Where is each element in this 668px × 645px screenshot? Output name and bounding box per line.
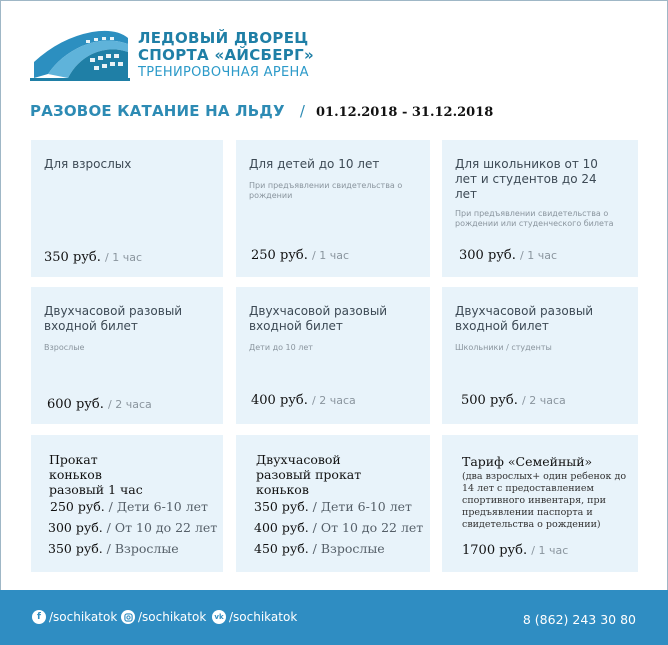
rental-sep: /	[312, 499, 317, 514]
card-note: При предъявлении свидетельства о рождении или студенческого билета	[455, 209, 614, 228]
rental-title: Двухчасовой разовый прокат коньков	[256, 452, 362, 497]
phone-number[interactable]: 8 (862) 243 30 80	[522, 612, 636, 627]
card-title: Для школьников от 10 лет и студентов до 24 лет	[455, 157, 598, 201]
rental-sep: /	[312, 541, 317, 556]
instagram-handle: /sochikatok	[138, 610, 207, 624]
price-unit: / 1 час	[105, 251, 143, 264]
rental-sep: /	[106, 541, 111, 556]
price-value: 250 руб.	[251, 248, 308, 263]
rental-row	[254, 499, 412, 514]
instagram-icon	[121, 610, 135, 624]
card-note: Дети до 10 лет	[249, 343, 313, 352]
rental-row	[48, 520, 217, 535]
rental-price: 350 руб.	[254, 499, 309, 514]
card-title: Двухчасовой разовый входной билет	[249, 304, 388, 333]
family-tariff-card	[442, 435, 638, 572]
card-price	[459, 248, 557, 263]
facebook-handle: /sochikatok	[49, 610, 118, 624]
vk-handle: /sochikatok	[229, 610, 298, 624]
page-heading	[30, 101, 493, 120]
rental-group: Дети 6-10 лет	[116, 499, 208, 514]
price-unit: / 2 часа	[312, 394, 356, 407]
arena-name-line2: СПОРТА «АЙСБЕРГ»	[138, 46, 314, 64]
page-title: РАЗОВОЕ КАТАНИЕ НА ЛЬДУ	[30, 102, 285, 120]
price-card-students	[442, 140, 638, 277]
rental-price: 400 руб.	[254, 520, 309, 535]
card-price	[251, 393, 356, 408]
heading-separator: /	[299, 102, 305, 120]
family-title: Тариф «Семейный»	[462, 454, 593, 469]
price-unit: / 2 часа	[522, 394, 566, 407]
rental-group: Дети 6-10 лет	[320, 499, 412, 514]
rental-card-single	[31, 435, 223, 572]
family-price	[462, 543, 568, 558]
rental-group: Взрослые	[114, 541, 179, 556]
rental-sep: /	[312, 520, 317, 535]
price-unit: / 1 час	[531, 544, 569, 557]
price-unit: / 2 часа	[108, 398, 152, 411]
rental-price: 450 руб.	[254, 541, 309, 556]
rental-price: 300 руб.	[48, 520, 103, 535]
vk-icon: vk	[212, 610, 226, 624]
card-note: При предъявлении свидетельства о рождении	[249, 181, 403, 200]
price-card-2h-adults	[31, 287, 223, 424]
price-card-adults	[31, 140, 223, 277]
card-title: Для детей до 10 лет	[249, 157, 380, 171]
rental-row	[50, 499, 208, 514]
footer	[0, 590, 668, 645]
card-price	[461, 393, 566, 408]
rental-group: Взрослые	[320, 541, 385, 556]
price-value: 350 руб.	[44, 250, 101, 265]
facebook-link[interactable]	[32, 610, 117, 624]
price-card-2h-students	[442, 287, 638, 424]
price-card-2h-children	[236, 287, 430, 424]
price-value: 500 руб.	[461, 393, 518, 408]
card-price	[44, 250, 142, 265]
price-unit: / 1 час	[520, 249, 558, 262]
card-price	[251, 248, 349, 263]
date-range: 01.12.2018 - 31.12.2018	[316, 105, 494, 120]
vk-link[interactable]	[212, 610, 297, 624]
facebook-icon: f	[32, 610, 46, 624]
price-value: 400 руб.	[251, 393, 308, 408]
rental-price: 250 руб.	[50, 499, 105, 514]
rental-group: От 10 до 22 лет	[114, 520, 218, 535]
card-note: Взрослые	[44, 343, 85, 352]
price-value: 1700 руб.	[462, 543, 528, 558]
instagram-link[interactable]	[121, 610, 206, 624]
card-note: Школьники / студенты	[455, 343, 552, 352]
arena-logo-icon	[30, 28, 132, 82]
rental-row	[254, 541, 385, 556]
price-card-children	[236, 140, 430, 277]
card-price	[47, 397, 152, 412]
arena-name-line1: ЛЕДОВЫЙ ДВОРЕЦ	[138, 29, 309, 47]
card-title: Двухчасовой разовый входной билет	[455, 304, 594, 333]
price-unit: / 1 час	[312, 249, 350, 262]
rental-row	[48, 541, 179, 556]
card-title: Для взрослых	[44, 157, 132, 171]
arena-name	[138, 30, 314, 81]
rental-title: Прокат коньков разовый 1 час	[49, 452, 143, 497]
rental-card-double	[236, 435, 430, 572]
rental-group: От 10 до 22 лет	[320, 520, 424, 535]
rental-price: 350 руб.	[48, 541, 103, 556]
family-description: (два взрослых+ один ребенок до 14 лет с предоставлением спортивного инвентаря, при предъявлении паспорта и свидетельства о рождении)	[462, 471, 627, 530]
card-title: Двухчасовой разовый входной билет	[44, 304, 183, 333]
arena-subtitle: ТРЕНИРОВОЧНАЯ АРЕНА	[138, 65, 309, 80]
rental-row	[254, 520, 423, 535]
price-value: 600 руб.	[47, 397, 104, 412]
price-value: 300 руб.	[459, 248, 516, 263]
rental-sep: /	[106, 520, 111, 535]
rental-sep: /	[108, 499, 113, 514]
